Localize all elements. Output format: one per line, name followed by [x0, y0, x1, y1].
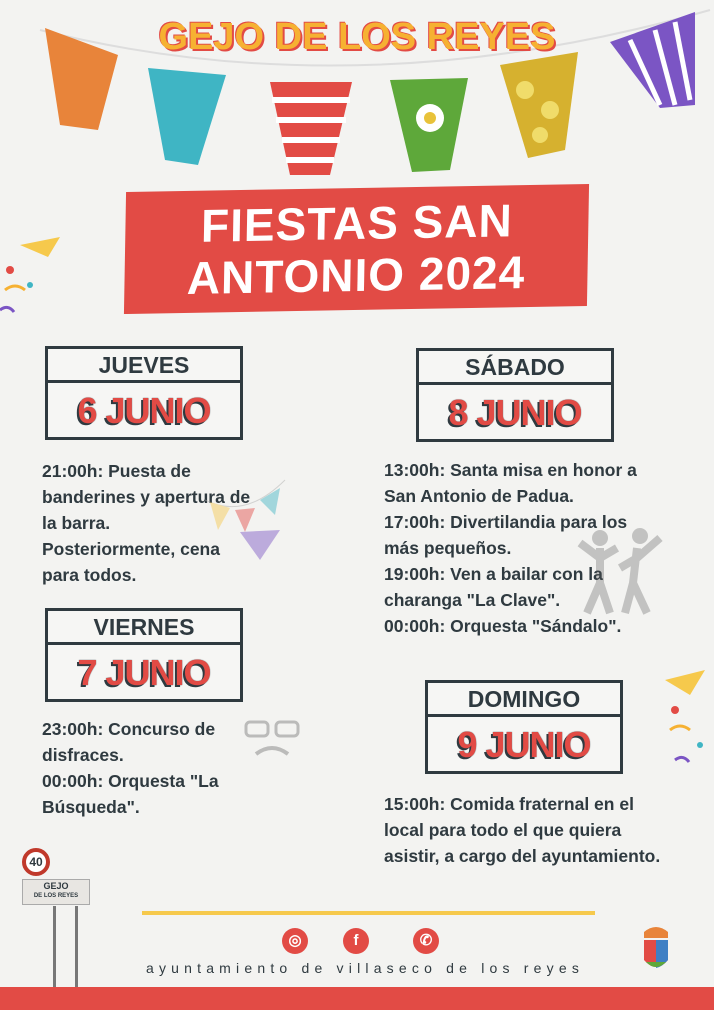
- event-line: charanga "La Clave".: [384, 590, 561, 610]
- day-date: 7 JUNIO: [77, 652, 211, 693]
- event-line: 19:00h: Ven a bailar con la: [384, 564, 603, 584]
- event-line: 13:00h: Santa misa en honor a: [384, 460, 637, 480]
- bottom-bar: [0, 987, 714, 1010]
- confetti-popper-icon-right: [655, 650, 714, 780]
- day-name: DOMINGO: [428, 683, 620, 717]
- facebook-icon[interactable]: f: [343, 928, 369, 954]
- confetti-popper-icon: [0, 215, 80, 325]
- event-line: local para todo el que quiera: [384, 820, 622, 840]
- footer-organizer: ayuntamiento de villaseco de los reyes: [145, 960, 585, 976]
- event-line: asistir, a cargo del ayuntamiento.: [384, 846, 661, 866]
- event-line: la barra.: [42, 513, 111, 533]
- coat-of-arms-icon: [640, 922, 672, 974]
- event-line: 00:00h: Orquesta "La: [42, 771, 219, 791]
- day-name: JUEVES: [48, 349, 240, 383]
- day-name: VIERNES: [48, 611, 240, 645]
- event-line: 00:00h: Orquesta "Sándalo".: [384, 616, 622, 636]
- disguise-glasses-icon: [244, 718, 302, 762]
- event-line: Búsqueda".: [42, 797, 140, 817]
- event-line: para todos.: [42, 565, 137, 585]
- event-line: Posteriormente, cena: [42, 539, 220, 559]
- bunting-decoration-icon: [200, 470, 290, 560]
- day-box-sabado: [416, 348, 614, 442]
- title-line-2: ANTONIO 2024: [186, 246, 526, 304]
- instagram-icon[interactable]: ◎: [282, 928, 308, 954]
- day-box-jueves: [45, 346, 243, 440]
- title-line-1: FIESTAS SAN: [200, 194, 514, 252]
- event-line: banderines y apertura de: [42, 487, 251, 507]
- day-date: 6 JUNIO: [77, 390, 211, 431]
- day-box-viernes: [45, 608, 243, 702]
- town-name-sign: [22, 879, 90, 905]
- dancing-people-icon: [575, 528, 665, 618]
- event-line: disfraces.: [42, 745, 124, 765]
- footer-divider: [142, 911, 595, 915]
- event-line: 21:00h: Puesta de: [42, 461, 191, 481]
- town-name: GEJO DE LOS REYES: [158, 16, 556, 58]
- event-line: más pequeños.: [384, 538, 512, 558]
- whatsapp-icon[interactable]: ✆: [413, 928, 439, 954]
- speed-limit-sign: 40: [22, 848, 50, 876]
- day-box-domingo: [425, 680, 623, 774]
- event-title-banner: [124, 184, 589, 314]
- event-line: 17:00h: Divertilandia para los: [384, 512, 628, 532]
- day-date: 8 JUNIO: [448, 392, 582, 433]
- day-events-domingo: [384, 791, 660, 869]
- day-date: 9 JUNIO: [457, 724, 591, 765]
- day-name: SÁBADO: [419, 351, 611, 385]
- day-events-viernes: [42, 716, 219, 820]
- event-line: 23:00h: Concurso de: [42, 719, 216, 739]
- sign-line-1: GEJO: [43, 881, 69, 891]
- event-line: San Antonio de Padua.: [384, 486, 574, 506]
- town-sign: [20, 848, 94, 988]
- sign-line-2: DE LOS REYES: [33, 893, 79, 899]
- event-line: 15:00h: Comida fraternal en el: [384, 794, 634, 814]
